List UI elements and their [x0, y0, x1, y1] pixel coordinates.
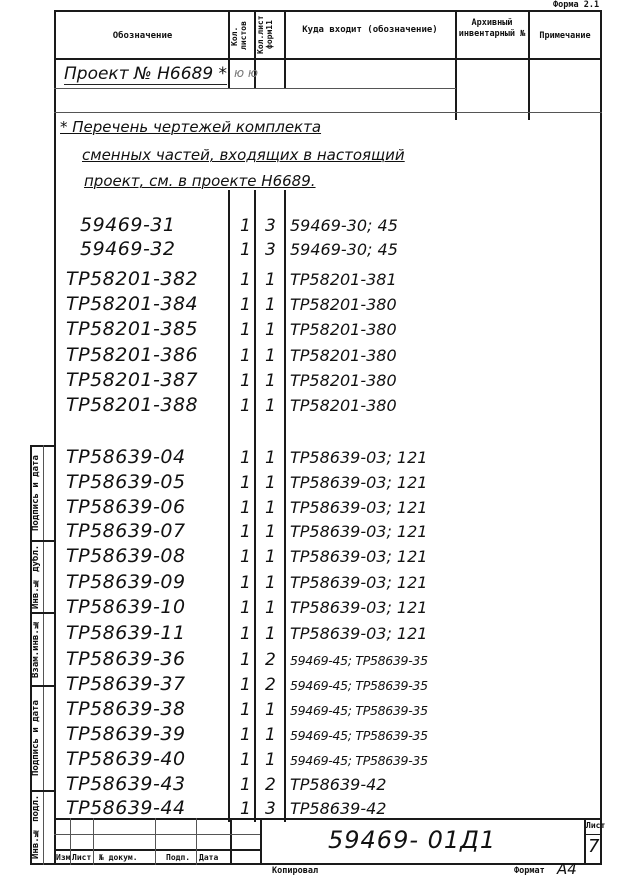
row-qty: 1: [240, 573, 251, 593]
row-designation: ТР58639-11: [66, 622, 186, 644]
row-qty: 1: [240, 396, 251, 416]
row-sheets: 3: [265, 240, 276, 260]
row-qty: 1: [240, 700, 251, 720]
footnote-line: проект, см. в проекте Н6689.: [84, 172, 316, 190]
header-notes: Примечание: [539, 31, 591, 41]
side-label-replace-inv: Взам.инв.№: [31, 619, 41, 679]
row-sheets: 1: [265, 598, 276, 618]
row-sheets: 1: [265, 320, 276, 340]
row-designation: ТР58639-10: [66, 596, 186, 618]
row-designation: ТР58201-384: [66, 293, 199, 315]
row-sheets: 1: [265, 498, 276, 518]
row-qty: 1: [240, 675, 251, 695]
row-qty: 1: [240, 725, 251, 745]
row-designation: 59469-32: [80, 238, 176, 260]
col-date: Дата: [199, 853, 219, 862]
row-designation: 59469-31: [80, 214, 176, 236]
row-destination: ТР58639-03; 121: [290, 473, 428, 492]
col-izm: Изм: [56, 853, 71, 862]
row-destination: ТР58639-03; 121: [290, 522, 428, 541]
row-qty: 1: [240, 624, 251, 644]
col-signature: Подп.: [166, 853, 191, 862]
row-sheets: 1: [265, 270, 276, 290]
row-sheets: 1: [265, 522, 276, 542]
row-destination: ТР58639-42: [290, 775, 387, 794]
row-destination: ТР58201-380: [290, 320, 397, 339]
header-format-sheets: Кол.лист форм11: [256, 15, 274, 55]
project-designation: Проект № Н6689 *: [64, 64, 228, 84]
row-destination: ТР58639-42: [290, 799, 387, 818]
footnote-line: сменных частей, входящих в настоящий: [82, 146, 405, 164]
row-designation: ТР58639-38: [66, 698, 186, 720]
project-marks: ю ю: [234, 66, 259, 80]
row-destination: ТР58201-380: [290, 396, 397, 415]
row-destination: ТР58201-380: [290, 346, 397, 365]
row-designation: ТР58639-40: [66, 748, 186, 770]
row-destination: ТР58639-03; 121: [290, 598, 428, 617]
row-sheets: 2: [265, 775, 276, 795]
row-destination: 59469-30; 45: [290, 240, 398, 259]
side-label-signature: Подпись и дата: [31, 700, 41, 776]
row-designation: ТР58201-388: [66, 394, 199, 416]
format-value: А4: [557, 860, 577, 878]
row-sheets: 1: [265, 473, 276, 493]
row-destination: ТР58639-03; 121: [290, 448, 428, 467]
row-qty: 1: [240, 371, 251, 391]
row-destination: ТР58201-381: [290, 270, 397, 289]
header-designation: Обозначение: [112, 31, 173, 41]
row-destination: 59469-45; ТР58639-35: [290, 678, 428, 693]
row-qty: 1: [240, 240, 251, 260]
row-sheets: 1: [265, 371, 276, 391]
row-sheets: 1: [265, 700, 276, 720]
row-designation: ТР58639-04: [66, 446, 186, 468]
row-qty: 1: [240, 346, 251, 366]
row-sheets: 3: [265, 216, 276, 236]
row-sheets: 2: [265, 650, 276, 670]
row-qty: 1: [240, 799, 251, 819]
format-label: Формат: [514, 866, 545, 876]
row-designation: ТР58639-39: [66, 723, 186, 745]
row-designation: ТР58201-382: [66, 268, 199, 290]
row-sheets: 1: [265, 573, 276, 593]
sheet-label: Лист: [586, 821, 606, 830]
row-destination: 59469-30; 45: [290, 216, 398, 235]
row-designation: ТР58639-43: [66, 773, 186, 795]
row-qty: 1: [240, 598, 251, 618]
row-destination: 59469-45; ТР58639-35: [290, 653, 428, 668]
row-sheets: 1: [265, 624, 276, 644]
sheet-number: 7: [588, 836, 600, 857]
row-destination: 59469-45; ТР58639-35: [290, 728, 428, 743]
row-destination: ТР58201-380: [290, 295, 397, 314]
header-sheets-count: Кол. листов: [230, 21, 248, 51]
footnote-line: * Перечень чертежей комплекта: [60, 118, 322, 136]
copied-label: Копировал: [272, 866, 319, 876]
row-sheets: 1: [265, 396, 276, 416]
row-qty: 1: [240, 650, 251, 670]
row-designation: ТР58201-385: [66, 318, 199, 340]
row-designation: ТР58639-07: [66, 520, 186, 542]
header-archive-no: Архивный инвентарный №: [458, 18, 526, 39]
row-sheets: 1: [265, 295, 276, 315]
row-qty: 1: [240, 448, 251, 468]
row-destination: ТР58639-03; 121: [290, 573, 428, 592]
row-destination: 59469-45; ТР58639-35: [290, 753, 428, 768]
row-qty: 1: [240, 750, 251, 770]
col-doc-no: № докум.: [99, 853, 138, 862]
row-sheets: 1: [265, 547, 276, 567]
row-qty: 1: [240, 775, 251, 795]
row-sheets: 2: [265, 675, 276, 695]
row-sheets: 1: [265, 750, 276, 770]
row-sheets: 1: [265, 346, 276, 366]
row-designation: ТР58639-05: [66, 471, 186, 493]
row-designation: ТР58639-09: [66, 571, 186, 593]
row-sheets: 1: [265, 725, 276, 745]
row-designation: ТР58639-08: [66, 545, 186, 567]
col-list: Лист: [72, 853, 92, 862]
row-destination: ТР58639-03; 121: [290, 498, 428, 517]
row-destination: ТР58639-03; 121: [290, 624, 428, 643]
row-designation: ТР58201-386: [66, 344, 199, 366]
row-designation: ТР58639-37: [66, 673, 186, 695]
row-qty: 1: [240, 522, 251, 542]
header-destination: Куда входит (обозначение): [302, 25, 438, 35]
row-destination: ТР58639-03; 121: [290, 547, 428, 566]
row-qty: 1: [240, 320, 251, 340]
row-sheets: 1: [265, 448, 276, 468]
row-destination: ТР58201-380: [290, 371, 397, 390]
row-designation: ТР58201-387: [66, 369, 199, 391]
side-label-signature-2: Подпись и дата: [31, 455, 41, 531]
row-qty: 1: [240, 216, 251, 236]
row-destination: 59469-45; ТР58639-35: [290, 703, 428, 718]
side-label-inv-dup: Инв.№ дубл.: [31, 544, 41, 609]
row-designation: ТР58639-36: [66, 648, 186, 670]
row-qty: 1: [240, 498, 251, 518]
row-qty: 1: [240, 270, 251, 290]
row-designation: ТР58639-06: [66, 496, 186, 518]
side-label-inv-orig: Инв.№ подл.: [31, 794, 41, 859]
row-qty: 1: [240, 547, 251, 567]
row-sheets: 3: [265, 799, 276, 819]
form-label: Форма 2.1: [553, 0, 600, 10]
document-code: 59469- 01Д1: [328, 826, 497, 854]
row-qty: 1: [240, 473, 251, 493]
row-qty: 1: [240, 295, 251, 315]
row-designation: ТР58639-44: [66, 797, 186, 819]
